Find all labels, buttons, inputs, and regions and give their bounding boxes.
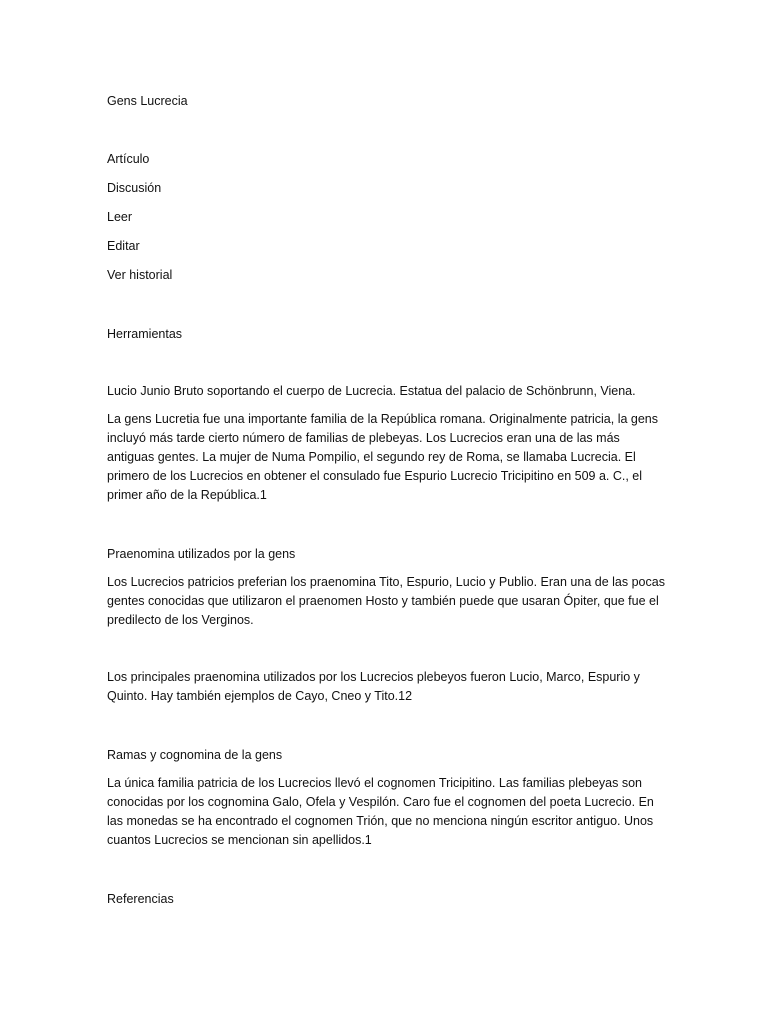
nav-history: Ver historial (107, 268, 173, 282)
praenomina-paragraph-1: Los Lucrecios patricios preferian los praenomina Tito, Espurio, Lucio y Publio. Eran una de las pocas gentes conocidas que utilizaron el praenomen Hosto y también puede que usaran Ópiter, que fue el predilecto de los Verginos. (107, 575, 665, 627)
intro-paragraph: La gens Lucretia fue una importante familia de la República romana. Originalmente patricia, la gens incluyó más tarde cierto número de familias de plebeyas. Los Lucrecios eran una de las más antiguas gentes. La mujer de Numa Pompilio, el segundo rey de Roma, se llamaba Lucrecia. El primero de los Lucrecios en obtener el consulado fue Espurio Lucrecio Tricipitino en 509 a. C., el primer año de la República.1 (107, 412, 659, 502)
image-caption: Lucio Junio Bruto soportando el cuerpo de Lucrecia. Estatua del palacio de Schönbrunn, Viena. (107, 384, 636, 398)
section-heading-praenomina: Praenomina utilizados por la gens (107, 547, 296, 561)
nav-edit: Editar (107, 239, 140, 253)
nav-read: Leer (107, 210, 133, 224)
nav-discussion: Discusión (107, 181, 162, 195)
section-heading-ramas: Ramas y cognomina de la gens (107, 748, 283, 762)
nav-article: Artículo (107, 152, 150, 166)
praenomina-paragraph-2: Los principales praenomina utilizados por los Lucrecios plebeyos fueron Lucio, Marco, Espurio y Quinto. Hay también ejemplos de Cayo, Cneo y Tito.12 (107, 670, 640, 703)
ramas-paragraph: La única familia patricia de los Lucrecios llevó el cognomen Tricipitino. Las familias plebeyas son conocidas por los cognomina Galo, Ofela y Vespilón. Caro fue el cognomen del poeta Lucrecio. En las monedas se ha encontrado el cognomen Trión, que no menciona ningún escritor antiguo. Unos cuantos Lucrecios se mencionan sin apellidos.1 (107, 776, 654, 847)
page-title: Gens Lucrecia (107, 94, 188, 108)
references-heading: Referencias (107, 892, 174, 906)
tools-heading: Herramientas (107, 327, 183, 341)
